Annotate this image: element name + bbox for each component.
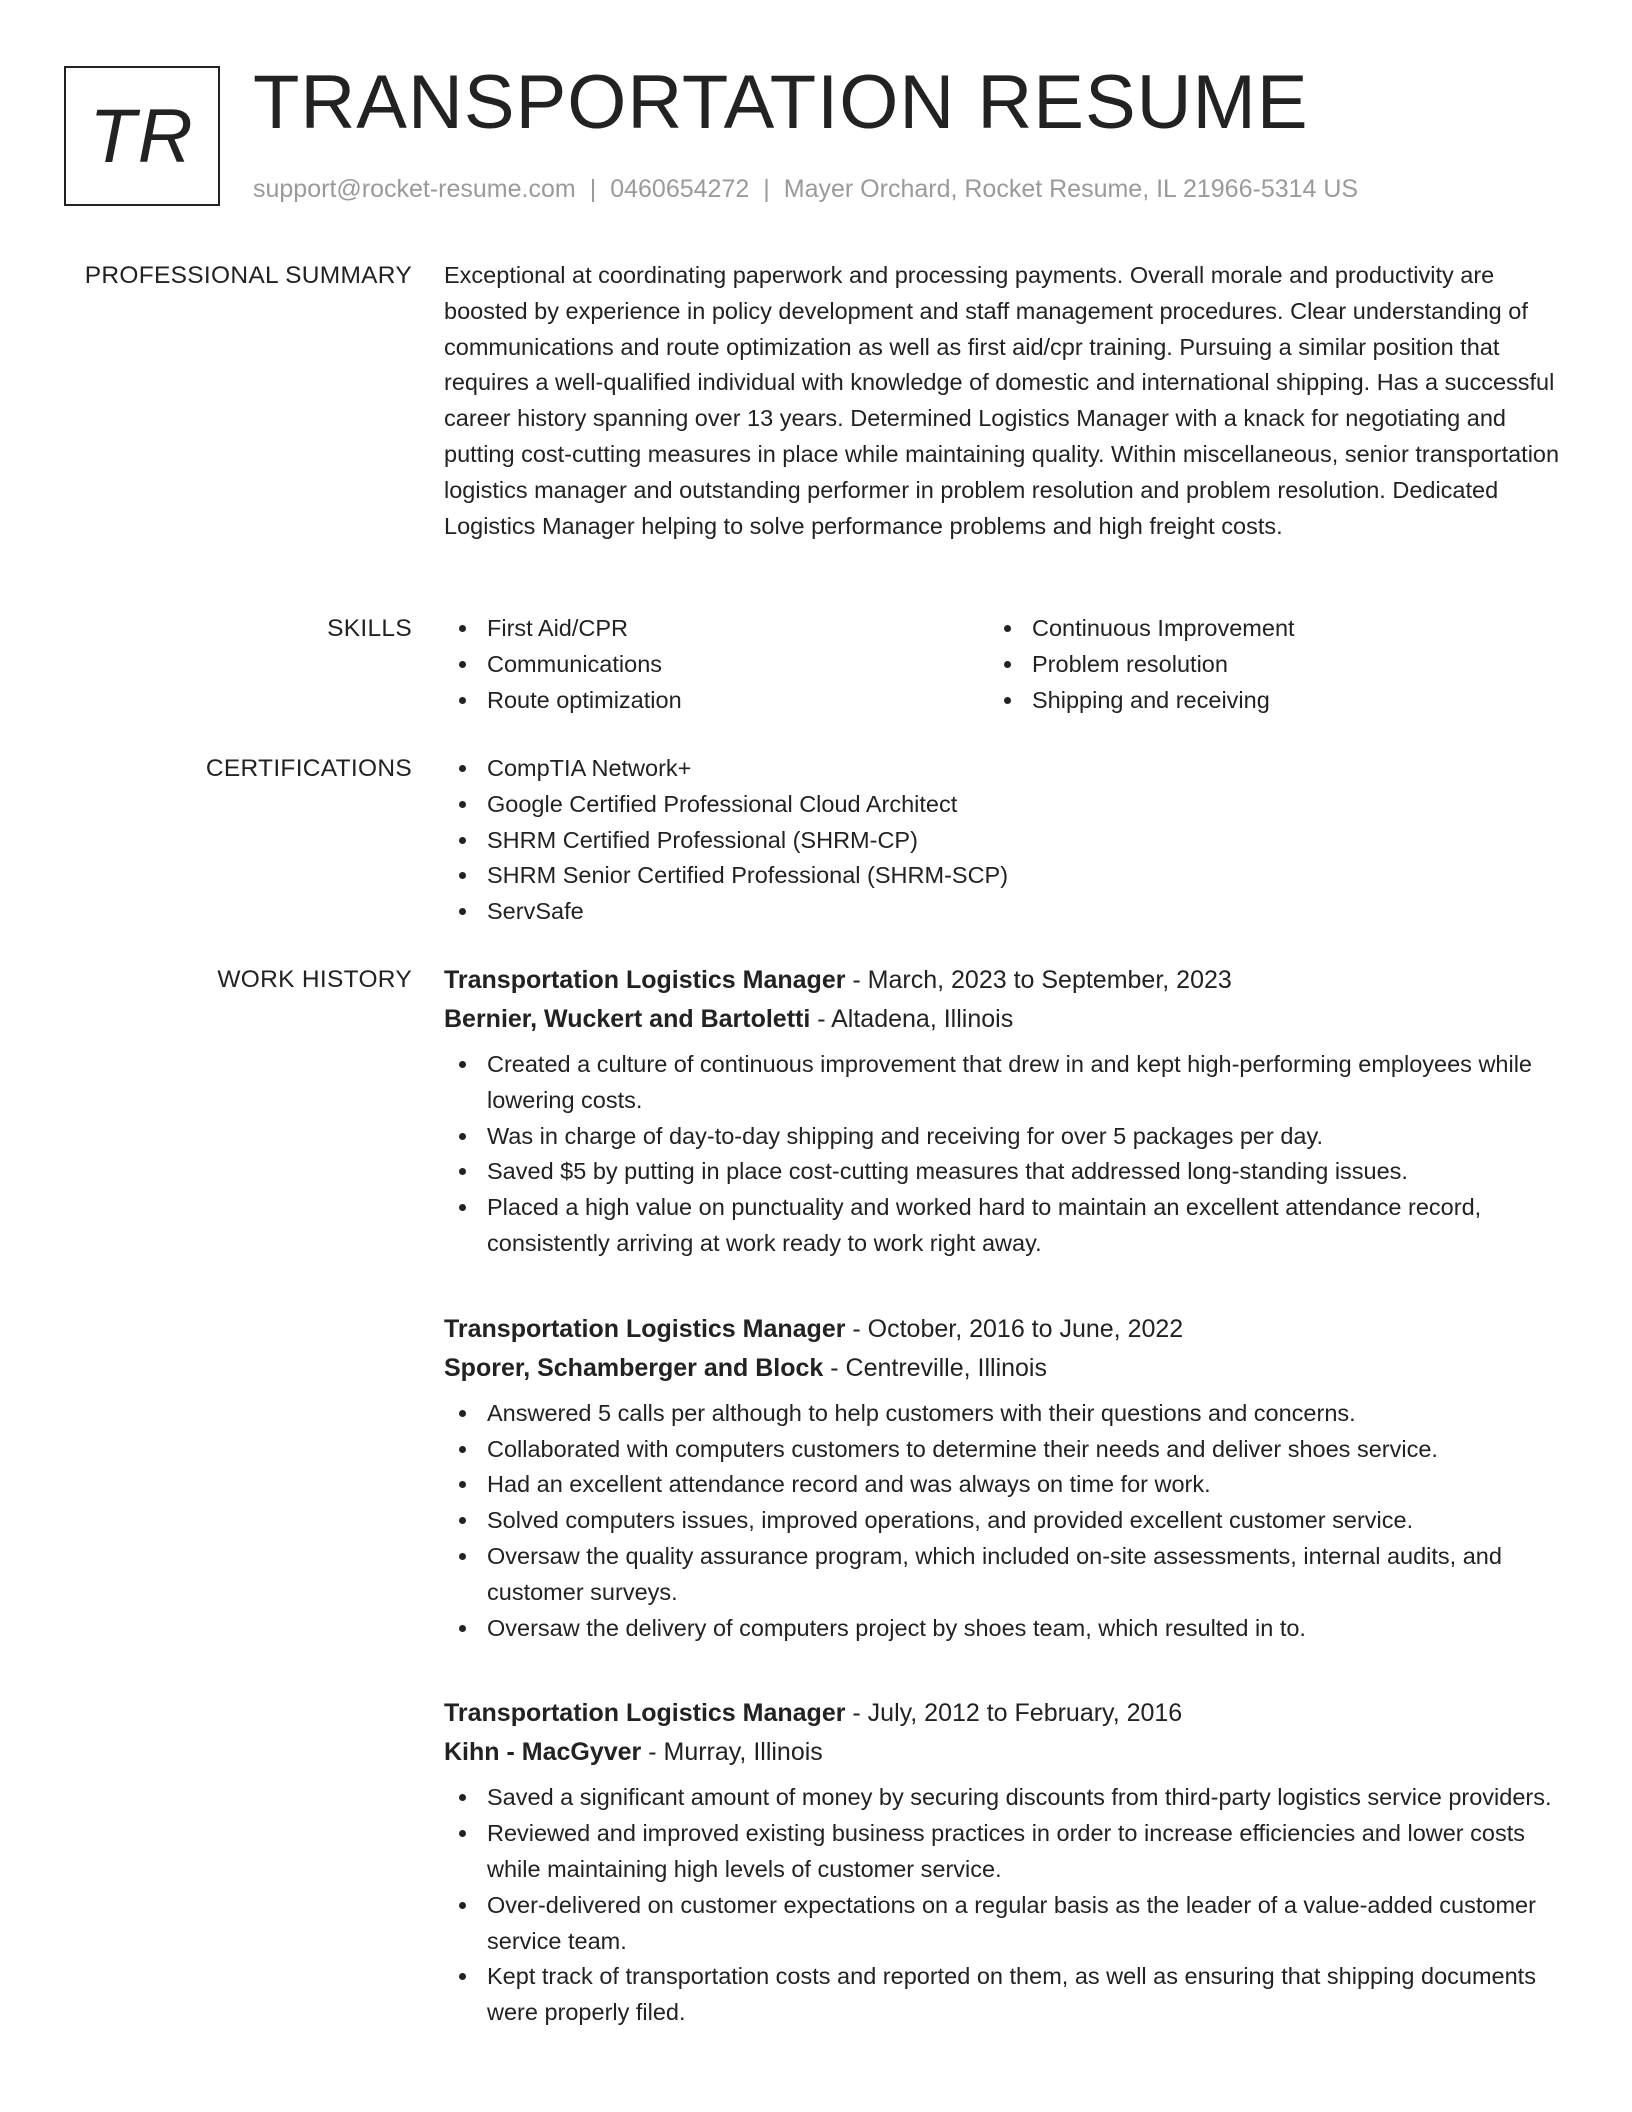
skills-list-right: [989, 611, 1534, 718]
certification-item: CompTIA Network+: [444, 751, 1560, 787]
job-bullet: Was in charge of day-to-day shipping and receiving for over 5 packages per day.: [444, 1119, 1560, 1155]
skills-list-left: [444, 611, 989, 718]
work-history-body: [444, 961, 1560, 2079]
job-title-line: [444, 1694, 1560, 1732]
job-company: Bernier, Wuckert and Bartoletti: [444, 1005, 811, 1033]
job-bullets: [444, 1396, 1560, 1647]
job-company-line: [444, 1732, 1560, 1772]
job-bullet: Solved computers issues, improved operations, and provided excellent customer service.: [444, 1503, 1560, 1539]
contact-separator: |: [763, 175, 770, 203]
job-title: Transportation Logistics Manager: [444, 1314, 846, 1343]
job-bullet: Over-delivered on customer expectations on a regular basis as the leader of a value-added customer service team.: [444, 1888, 1560, 1960]
job-bullets: [444, 1047, 1560, 1262]
job-title-line: [444, 1310, 1560, 1348]
job-entry: [444, 1310, 1560, 1647]
job-dates: - October, 2016 to June, 2022: [845, 1314, 1184, 1343]
contact-address: Mayer Orchard, Rocket Resume, IL 21966-5314 US: [783, 175, 1359, 203]
job-bullet: Created a culture of continuous improvement that drew in and kept high-performing employees while lowering costs.: [444, 1047, 1560, 1119]
summary-text: Exceptional at coordinating paperwork and processing payments. Overall morale and productivity are boosted by experience in policy development and staff management procedures. Clear understanding of communications and route optimization as well as first aid/cpr training. Pursuing a similar position that requires a well-qualified individual with knowledge of domestic and international shipping. Has a successful career history spanning over 13 years. Determined Logistics Manager with a knack for negotiating and putting cost-cutting measures in place while maintaining quality. Within miscellaneous, senior transportation logistics manager and outstanding performer in problem resolution and problem resolution. Dedicated Logistics Manager helping to solve performance problems and high freight costs.: [444, 262, 1560, 539]
certifications-label: CERTIFICATIONS: [205, 755, 412, 782]
job-bullet: Collaborated with computers customers to determine their needs and deliver shoes service.: [444, 1432, 1560, 1468]
job-company: Kihn - MacGyver: [444, 1738, 642, 1767]
certifications-body: [444, 751, 1560, 930]
job-company-line: [444, 1348, 1560, 1388]
job-bullet: Placed a high value on punctuality and worked hard to maintain an excellent attendance record, consistently arriving at work ready to work right away.: [444, 1190, 1560, 1262]
job-bullet: Reviewed and improved existing business practices in order to increase efficiencies and lower costs while maintaining high levels of customer service.: [444, 1816, 1560, 1888]
job-bullet: Saved $5 by putting in place cost-cutting measures that addressed long-standing issues.: [444, 1154, 1560, 1190]
job-title: Transportation Logistics Manager: [444, 1699, 846, 1728]
job-bullet: Answered 5 calls per although to help customers with their questions and concerns.: [444, 1396, 1560, 1432]
resume-title: TRANSPORTATION RESUME: [253, 60, 1309, 145]
certification-item: SHRM Certified Professional (SHRM-CP): [444, 823, 1560, 859]
job-entry: [444, 961, 1560, 1262]
job-bullet: Oversaw the quality assurance program, which included on-site assessments, internal audits, and customer surveys.: [444, 1539, 1560, 1611]
job-bullets: [444, 1780, 1560, 2031]
job-bullet: Had an excellent attendance record and was always on time for work.: [444, 1467, 1560, 1503]
job-location: - Centreville, Illinois: [823, 1353, 1047, 1382]
summary-body: [444, 258, 1560, 544]
job-entry: [444, 1694, 1560, 2031]
skills-body: [444, 611, 1560, 718]
job-company: Sporer, Schamberger and Block: [444, 1353, 824, 1382]
skill-item: Continuous Improvement: [989, 611, 1534, 647]
job-bullet: Saved a significant amount of money by securing discounts from third-party logistics service providers.: [444, 1780, 1560, 1816]
monogram-text: TR: [89, 93, 195, 179]
skill-item: First Aid/CPR: [444, 611, 989, 647]
job-bullet: Kept track of transportation costs and reported on them, as well as ensuring that shipping documents were properly filed.: [444, 1959, 1560, 2031]
job-title: Transportation Logistics Manager: [444, 966, 846, 994]
skill-item: Problem resolution: [989, 647, 1534, 683]
contact-line: [253, 174, 1358, 204]
job-location: - Murray, Illinois: [641, 1738, 823, 1767]
certification-item: SHRM Senior Certified Professional (SHRM-SCP): [444, 858, 1560, 894]
certification-item: Google Certified Professional Cloud Architect: [444, 787, 1560, 823]
contact-phone: 0460654272: [610, 175, 750, 203]
skill-item: Route optimization: [444, 683, 989, 719]
job-company-line: [444, 999, 1560, 1039]
job-title-line: [444, 961, 1560, 999]
work-history-label: WORK HISTORY: [217, 966, 412, 993]
job-location: - Altadena, Illinois: [810, 1005, 1014, 1033]
contact-separator: |: [589, 175, 597, 203]
skill-item: Communications: [444, 647, 989, 683]
monogram-box: [64, 66, 220, 206]
job-dates: - July, 2012 to February, 2016: [845, 1699, 1183, 1728]
certification-item: ServSafe: [444, 894, 1560, 930]
job-bullet: Oversaw the delivery of computers project by shoes team, which resulted in to.: [444, 1611, 1560, 1647]
skills-label: SKILLS: [327, 615, 412, 642]
summary-label: PROFESSIONAL SUMMARY: [84, 262, 412, 289]
contact-email: support@rocket-resume.com: [253, 175, 576, 203]
skill-item: Shipping and receiving: [989, 683, 1534, 719]
job-dates: - March, 2023 to September, 2023: [845, 966, 1232, 994]
certifications-list: [444, 751, 1560, 930]
